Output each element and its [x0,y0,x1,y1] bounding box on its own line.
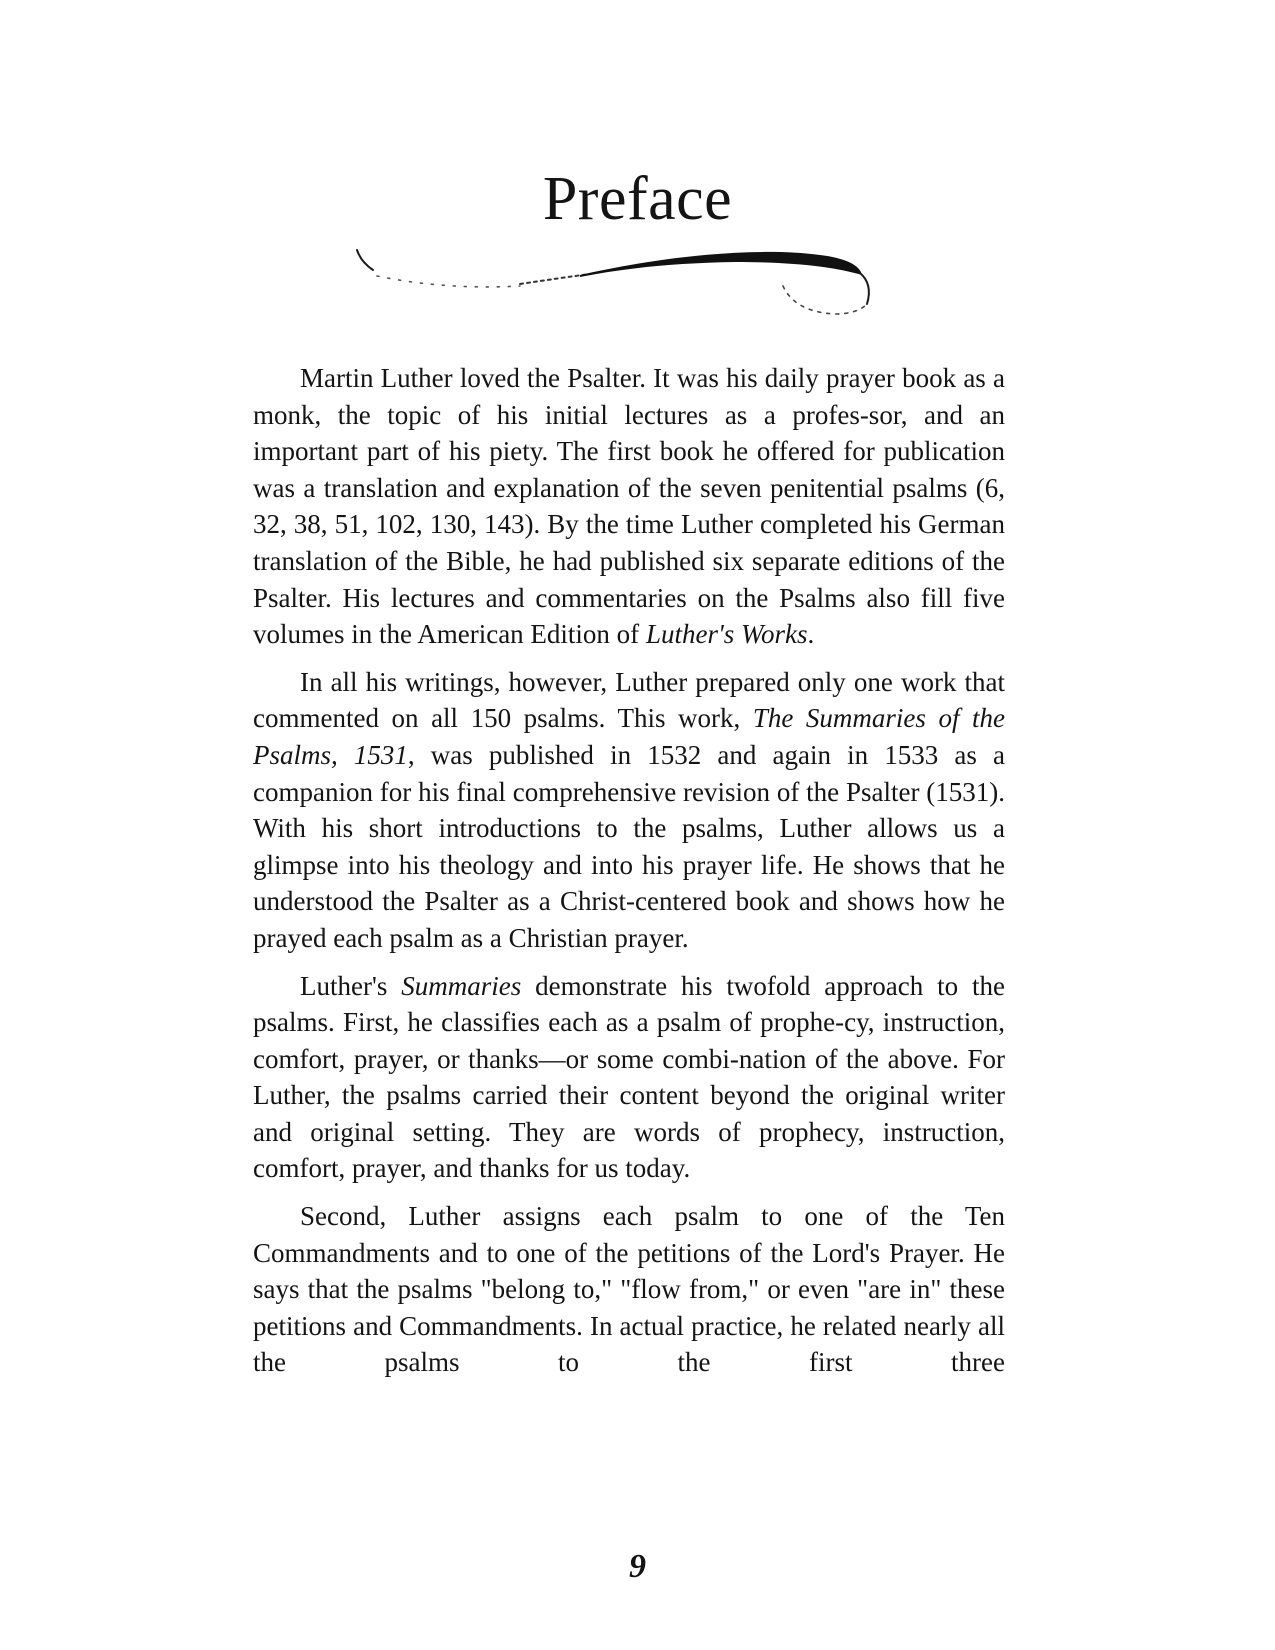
page-title: Preface [542,165,733,233]
italic-title-text: The Summaries of the Psalms, 1531 [253,703,1005,770]
paragraph [253,664,1005,957]
italic-title-text: Luther's Works [645,619,808,650]
paragraph-text: Martin Luther loved the Psalter. It was his daily prayer book as a monk, the topic of his initial lectures as a profes-sor, and an important part of his piety. The first book he offered for publication was a translation and explanation of the seven penitential psalms (6, 32, 38, 51, 102, 130, 143). By the time Luther completed his German translation of the Bible, he had published six separate editions of the Psalter. His lectures and commentaries on the Psalms also fill five volumes in the American Edition of [253,363,1005,650]
page-number: 9 [629,1548,646,1585]
flourish-icon [355,248,915,333]
paragraph-text: Luther's [300,970,402,1001]
italic-title-text: Summaries [401,970,522,1001]
body-text [253,360,1005,1392]
paragraph-text: demonstrate his twofold approach to the psalms. First, he classifies each as a psalm of prophe-cy, instruction, comfort, prayer, or thanks—or some combi-nation of the above. For Luther, the psalms carried their content beyond the original writer and original setting. They are words of prophecy, instruction, comfort, prayer, and thanks for us today. [253,970,1006,1184]
paragraph-text: In all his writings, however, Luther prepared only one work that commented on all 150 psalms. This work, [253,666,1005,734]
paragraph-text: Second, Luther assigns each psalm to one of the Ten Commandments and to one of the petitions of the Lord's Prayer. He says that the psalms "belong to," "flow from," or even "are in" these petitions and Commandments. In actual practice, he related nearly all the psalms to the first three [253,1201,1005,1378]
paragraph [253,968,1005,1188]
paragraph-text: , was published in 1532 and again in 1533 as a companion for his final comprehensive revision of the Psalter (1531). With his short introductions to the psalms, Luther allows us a glimpse into his theology and into his prayer life. He shows that he understood the Psalter as a Christ-centered book and shows how he prayed each psalm as a Christian prayer. [253,739,1005,953]
paragraph [253,1198,1005,1381]
paragraph-text: . [807,619,815,650]
paragraph [253,360,1005,653]
